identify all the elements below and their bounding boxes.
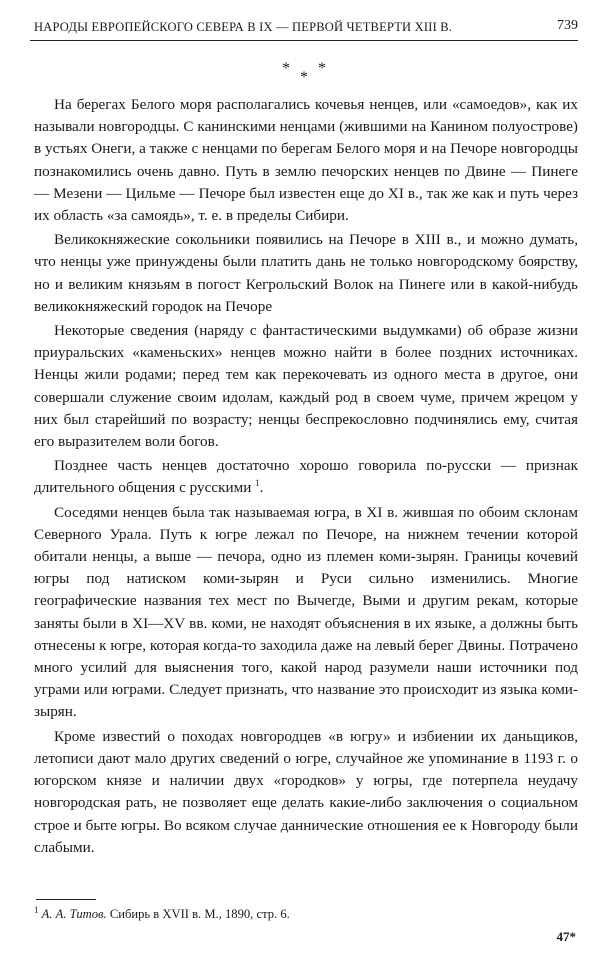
paragraph: На берегах Белого моря располагались кочевья ненцев, или «самоедов», как их называли новгородцы. С канинскими ненцами (жившими на Канином полуострове) в устьях Онеги, а также с ненцами по берегам Белого моря и на Печоре новгородцы познакомились очень давно. Путь в землю печорских ненцев по Двине — Пинеге — Мезени — Цильме — Печоре был известен еще до XI в., так же как и путь через их область «за самоядь», т. е. в пределы Сибири. <box>34 96 578 225</box>
separator-star: * <box>282 60 290 77</box>
body-text <box>34 94 578 861</box>
signature-mark: 47* <box>556 929 576 944</box>
paragraph: Кроме известий о походах новгородцев «в югру» и избиении их даньщиков, летописи дают мало других сведений о югре, случайное же упоминание в 1193 г. о югорском князе и наличии двух «городков» у югры, где потерпела неудачу новгородская рать, не позволяет еще делать какие-либо заключения о социальном строе и быте югры. Во всяком случае даннические отношения ее к Новгороду были слабыми. <box>34 727 578 856</box>
paragraph-text: Позднее часть ненцев достаточно хорошо говорила по-русски — признак длительного общения с русскими <box>34 457 578 497</box>
paragraph: Великокняжеские сокольники появились на Печоре в XIII в., и можно думать, что ненцы уже принуждены были платить дань не только новгородскому боярству, но и великим князьям в погост Кегрольский Волок на Пинеге или в какой-нибудь великокняжеский городок на Печоре <box>34 231 578 315</box>
running-header <box>30 14 578 40</box>
footnote-rule <box>36 899 96 900</box>
paragraph: Позднее часть ненцев достаточно хорошо говорила по-русски — признак длительного общения с русскими $^1$. <box>34 457 578 497</box>
separator-star: * <box>300 69 308 86</box>
running-head-title: НАРОДЫ ЕВРОПЕЙСКОГО СЕВЕРА В IX — ПЕРВОЙ ЧЕТВЕРТИ XIII В. <box>34 20 453 34</box>
header-rule <box>30 40 578 41</box>
footnote-author: А. А. Титов. <box>41 907 107 921</box>
paragraph: Некоторые сведения (наряду с фантастическими выдумками) об образе жизни приуральских «каменьских» ненцев можно найти в более поздних источниках. Ненцы жили родами; перед тем как перекочевать из одного места в другое, они совершали служение своим идолам, каждый род в своем чуме, причем жрецом у них был старейший по возрасту; ненцы беспрекословно подчинялись ему, считая его выразителем воли богов. <box>34 322 578 451</box>
section-separator <box>0 60 600 86</box>
footnote-number: 1 <box>34 904 39 915</box>
paragraph: Соседями ненцев была так называемая югра, в XI в. жившая по обоим склонам Северного Урала. Путь к югре лежал по Печоре, на нижнем течении которой обитали ненцы, а выше — печора, одно из племен коми-зырян. Границы кочевий югры под натиском коми-зырян и Руси сильно изменились. Многие географические названия тех мест по Вычегде, Выми и другим рекам, которые заняты были в XI—XV вв. коми, не находят объяснения в их языке, а должны быть отнесены к югре, которая когда-то заходила даже на левый берег Двины. Потрачено много усилий для выяснения того, какой народ разумели наши источники под уграми или юграми. Следует признать, что название это происходит из языка коми-зырян. <box>34 503 578 721</box>
footnote-marker: 1 <box>255 478 260 489</box>
page-number: 739 <box>557 18 578 33</box>
footnote <box>34 906 554 922</box>
footnote-text: Сибирь в XVII в. М., 1890, стр. 6. <box>109 907 290 921</box>
separator-star: * <box>318 60 326 77</box>
